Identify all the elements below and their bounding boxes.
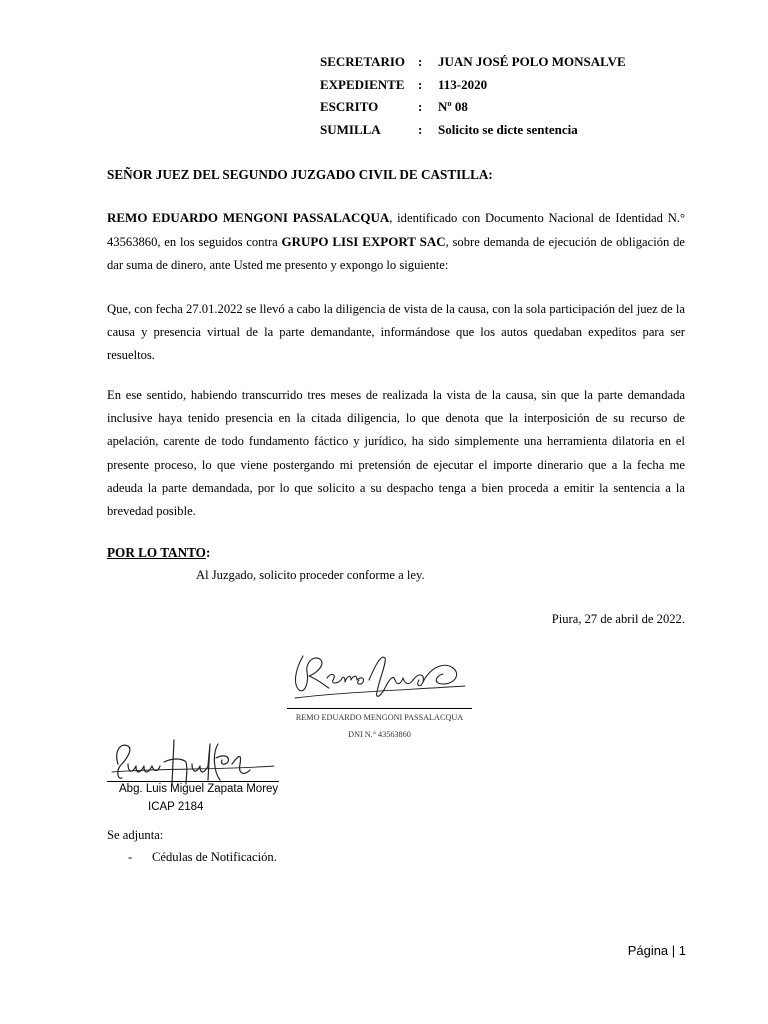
header-row-sumilla <box>320 121 626 144</box>
header-label: ESCRITO <box>320 99 379 114</box>
intro-text-b: , sobre demanda de ejecución de obligación de dar suma de dinero, ante Usted me presento y expongo lo siguiente: <box>107 235 685 273</box>
header-label: SUMILLA <box>320 121 381 137</box>
header-colon: : <box>418 76 423 92</box>
client-signature-image <box>285 640 475 710</box>
header-colon: : <box>418 121 423 137</box>
paragraph-hearing: Que, con fecha 27.01.2022 se llevó a cabo la diligencia de vista de la causa, con la sola participación del juez de la causa y presencia virtual de la parte demandante, informándose que los autos quedaban expeditos para ser resueltos. <box>107 302 685 363</box>
place-date: Piura, 27 de abril de 2022. <box>551 612 685 626</box>
paragraph-introduction <box>107 206 685 278</box>
lawyer-signature-name: Abg. Luis Miguel Zapata Morey <box>119 783 279 795</box>
header-colon: : <box>418 99 423 114</box>
header-row-expediente <box>320 76 626 99</box>
client-signature-name: REMO EDUARDO MENGONI PASSALACQUA <box>295 713 464 722</box>
conclusion-heading-colon: : <box>205 545 211 560</box>
attachment-item <box>128 850 277 865</box>
client-signature-line <box>287 708 472 709</box>
conclusion-heading-text: POR LO TANTO <box>107 545 206 560</box>
header-value: Nº 08 <box>438 99 468 114</box>
header-value: 113-2020 <box>438 76 488 92</box>
header-row-escrito <box>320 98 626 121</box>
header-label: EXPEDIENTE <box>320 76 405 92</box>
attachments-label: Se adjunta: <box>107 828 164 842</box>
conclusion-heading <box>107 545 210 561</box>
document-header <box>320 53 626 143</box>
header-value: JUAN JOSÉ POLO MONSALVE <box>438 54 626 69</box>
lawyer-signature-line <box>107 781 279 782</box>
addressee: SEÑOR JUEZ DEL SEGUNDO JUZGADO CIVIL DE CASTILLA: <box>107 167 493 182</box>
paragraph-argument: En ese sentido, habiendo transcurrido tres meses de realizada la vista de la causa, sin que la parte demandada inclusive haya tenido presencia en la citada diligencia, lo que denota que la interposición de su recurso de apelación, carente de todo fundamento fáctico y jurídico, ha sido simplemente una herramienta dilatoria en el presente proceso, lo que viene postergando mi pretensión de ejecutar el importe dinerario que a la fecha me adeuda la parte demandada, por lo que solicito a su despacho tenga a bien proceda a emitir la sentencia a la brevedad posible. <box>107 388 685 519</box>
attachment-item-text: Cédulas de Notificación. <box>152 850 277 864</box>
client-signature-dni: DNI N.° 43563860 <box>348 730 411 739</box>
defendant-name: GRUPO LISI EXPORT SAC <box>281 234 446 250</box>
header-value: Solicito se dicte sentencia <box>438 121 578 137</box>
conclusion-text: Al Juzgado, solicito proceder conforme a ley. <box>196 568 425 582</box>
plaintiff-name: REMO EDUARDO MENGONI PASSALACQUA <box>107 210 390 225</box>
intro-text-a: , identificado con Documento Nacional de Identidad N.° 43563860, en los seguidos contra <box>107 211 685 250</box>
attachment-bullet: - <box>128 850 133 864</box>
header-colon: : <box>418 54 423 69</box>
page-number: Página | 1 <box>627 943 686 958</box>
lawyer-signature-registration: ICAP 2184 <box>148 801 204 813</box>
header-label: SECRETARIO <box>320 54 406 69</box>
header-row-secretario <box>320 53 626 76</box>
